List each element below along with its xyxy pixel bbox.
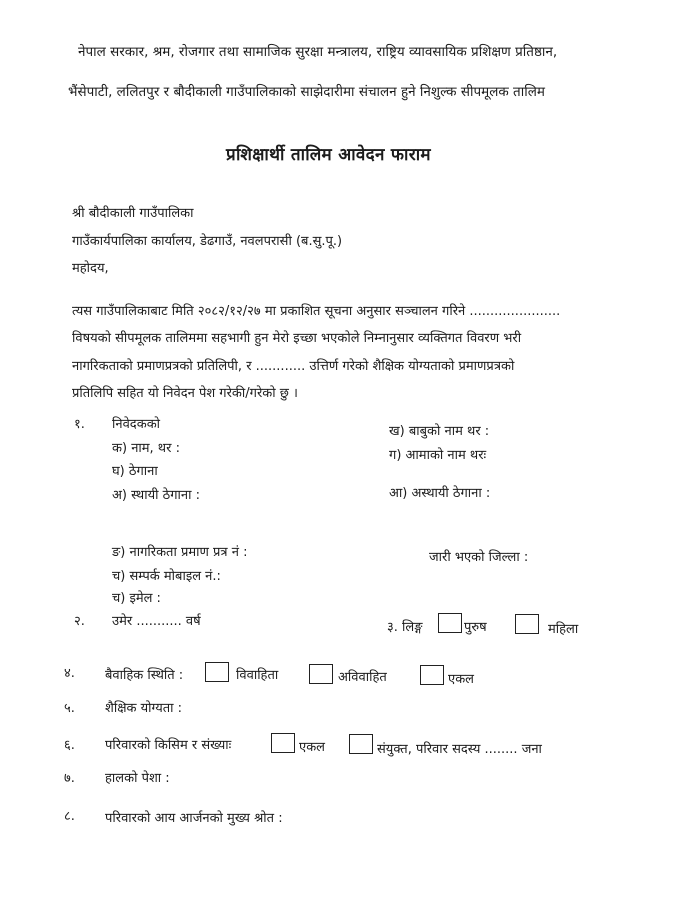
joint-family-label: संयुक्त, परिवार सदस्य ........ जना: [377, 742, 542, 757]
male-label: पुरुष: [464, 620, 487, 635]
single-label: एकल: [448, 672, 474, 687]
citizenship-number-label[interactable]: ङ) नागरिकता प्रमाण प्रत्र नं :: [112, 545, 248, 560]
address-label: घ) ठेगाना: [112, 464, 158, 479]
single-checkbox[interactable]: [420, 665, 444, 685]
marital-status-label: बैवाहिक स्थिति :: [105, 668, 184, 683]
body-line-1: त्यस गाउँपालिकाबाट मिति २०८२/१२/२७ मा प्रकाशित सूचना अनुसार सञ्चालन गरिने ......................: [72, 304, 561, 319]
married-checkbox[interactable]: [205, 662, 229, 682]
item-number-1: १.: [74, 417, 85, 432]
email-label[interactable]: च) इमेल :: [112, 591, 161, 606]
item-number-2: २.: [74, 614, 85, 629]
issued-district-label[interactable]: जारी भएको जिल्ला :: [429, 550, 529, 565]
item-number-7: ७.: [64, 771, 75, 786]
education-label[interactable]: शैक्षिक योग्यता :: [105, 701, 183, 716]
temporary-address-label[interactable]: आ) अस्थायी ठेगाना :: [389, 486, 491, 501]
salutation: महोदय,: [72, 261, 109, 276]
female-label: महिला: [548, 622, 579, 637]
item-number-4: ४.: [64, 666, 75, 681]
income-source-label[interactable]: परिवारको आय आर्जनको मुख्य श्रोत :: [105, 811, 283, 826]
form-title: प्रशिक्षार्थी तालिम आवेदन फाराम: [226, 145, 431, 165]
permanent-address-label[interactable]: अ) स्थायी ठेगाना :: [112, 488, 200, 503]
unmarried-checkbox[interactable]: [309, 664, 333, 684]
nuclear-family-label: एकल: [299, 740, 325, 755]
mobile-label[interactable]: च) सम्पर्क मोबाइल नं.:: [112, 569, 221, 584]
mother-name-label[interactable]: ग) आमाको नाम थरः: [389, 448, 487, 463]
recipient-line: श्री बौदीकाली गाउँपालिका: [72, 206, 194, 221]
nuclear-family-checkbox[interactable]: [271, 733, 295, 753]
age-label[interactable]: उमेर ........... वर्ष: [112, 614, 201, 629]
name-label[interactable]: क) नाम, थर :: [112, 441, 180, 456]
female-checkbox[interactable]: [515, 614, 539, 634]
item-number-6: ६.: [64, 738, 75, 753]
applicant-label: निवेदकको: [112, 417, 161, 432]
gender-label: ३. लिङ्ग: [387, 620, 423, 635]
body-line-3: नागरिकताको प्रमाणप्रत्रको प्रतिलिपी, र ............ उत्तिर्ण गरेको शैक्षिक योग्यताको प्रमाणप्रत्रको: [72, 359, 515, 374]
body-line-2: विषयको सीपमूलक तालिममा सहभागी हुन मेरो इच्छा भएकोले निम्नानुसार व्यक्तिगत विवरण भरी: [72, 331, 522, 346]
body-line-4: प्रतिलिपि सहित यो निवेदन पेश गरेकी/गरेको छु ।: [72, 386, 298, 401]
item-number-8: ८.: [64, 809, 75, 824]
family-type-label: परिवारको किसिम र संख्याः: [105, 738, 232, 753]
unmarried-label: अविवाहित: [338, 670, 387, 685]
father-name-label[interactable]: ख) बाबुको नाम थर :: [389, 424, 490, 439]
occupation-label[interactable]: हालको पेशा :: [105, 771, 170, 786]
header-line-2: भैंसेपाटी, ललितपुर र बौदीकाली गाउँपालिकाको साझेदारीमा संचालन हुने निशुल्क सीपमूलक तालिम: [68, 84, 545, 100]
header-line-1: नेपाल सरकार, श्रम, रोजगार तथा सामाजिक सुरक्षा मन्त्रालय, राष्ट्रिय व्यावसायिक प्रशिक्षण प्रतिष्ठान,: [78, 44, 558, 60]
item-number-5: ५.: [64, 701, 75, 716]
male-checkbox[interactable]: [438, 613, 462, 633]
office-address: गाउँकार्यपालिका कार्यालय, डेढगाउँ, नवलपरासी (ब.सु.पू.): [72, 234, 343, 249]
joint-family-checkbox[interactable]: [349, 734, 373, 754]
married-label: विवाहिता: [236, 668, 279, 683]
